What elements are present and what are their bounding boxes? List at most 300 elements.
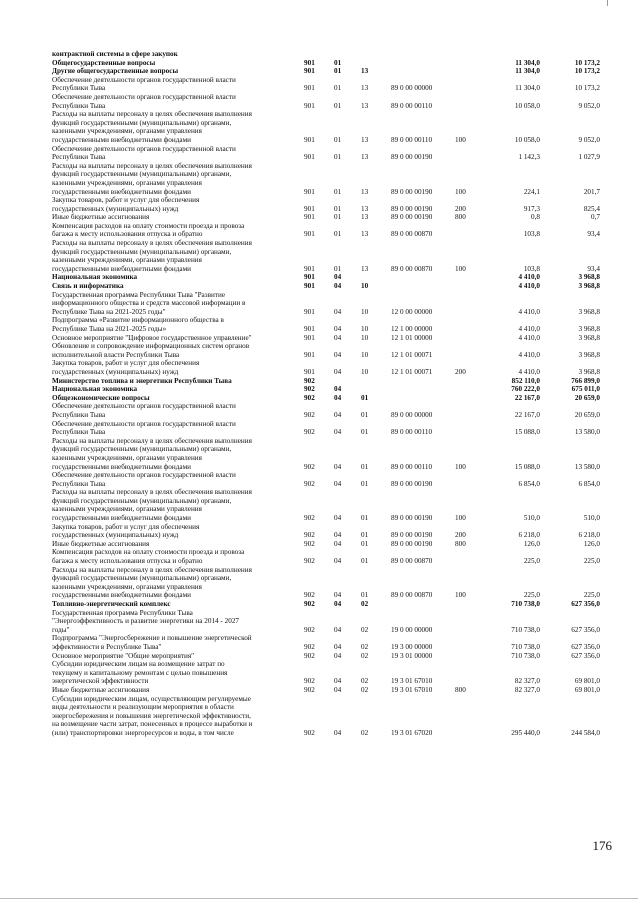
table-row <box>52 377 600 386</box>
row-name <box>52 540 304 549</box>
row-name-line: Республики Тыва <box>52 84 106 93</box>
row-name-line: Закупка товаров, работ и услуг для обеспечения <box>52 196 200 205</box>
cell-csr: 89 0 00 00190 <box>391 213 433 222</box>
row-name-line: Республике Тыва на 2021-2025 годы" <box>52 307 166 316</box>
cell-s1: 11 304,0 <box>515 67 540 76</box>
row-name-line: Общегосударственные вопросы <box>52 58 156 67</box>
cell-podr: 13 <box>361 230 369 239</box>
cell-razd: 04 <box>334 642 342 651</box>
cell-vedom: 902 <box>304 385 315 394</box>
cell-s1: 0,8 <box>531 213 540 222</box>
cell-s2: 225,0 <box>583 557 600 566</box>
cell-podr: 10 <box>361 307 369 316</box>
row-name-line: Обеспечение деятельности органов государственной власти <box>52 471 236 480</box>
cell-s2: 627 356,0 <box>571 625 600 634</box>
row-name <box>52 437 304 471</box>
row-name-line: энергосбережения и повышения энергетической эффективности, <box>52 711 251 720</box>
table-row <box>52 540 600 549</box>
row-name-line: Другие общегосударственные вопросы <box>52 67 179 76</box>
cell-s2: 627 356,0 <box>571 600 600 608</box>
cell-s1: 103,8 <box>523 230 540 239</box>
table-row <box>52 67 600 76</box>
cell-podr: 01 <box>361 410 369 419</box>
cell-razd: 04 <box>334 728 342 737</box>
page-number: 176 <box>592 838 612 853</box>
table-row <box>52 695 600 738</box>
row-name-line: Республики Тыва <box>52 153 106 162</box>
table-row <box>52 660 600 686</box>
cell-podr: 10 <box>361 367 369 376</box>
table-row <box>52 291 600 317</box>
cell-podr: 01 <box>361 479 369 488</box>
cell-vr: 100 <box>455 187 466 196</box>
cell-s1: 510,0 <box>523 514 540 523</box>
cell-podr: 02 <box>361 651 369 660</box>
cell-s2: 675 011,0 <box>571 385 600 394</box>
row-name-line: (или) транспортировки энергоресурсов и воды, в том числе <box>52 728 234 737</box>
cell-podr: 02 <box>361 728 369 737</box>
cell-razd: 04 <box>334 428 342 437</box>
cell-podr: 13 <box>361 84 369 93</box>
cell-csr: 19 3 01 00000 <box>391 651 433 660</box>
row-name-line: казенными учреждениями, органами управления <box>52 453 202 462</box>
cell-vedom: 901 <box>304 333 315 342</box>
cell-s2: 13 580,0 <box>574 428 600 437</box>
table-row <box>52 385 600 394</box>
cell-s1: 4 410,0 <box>518 333 540 342</box>
cell-razd: 04 <box>334 367 342 376</box>
cell-razd: 04 <box>334 462 342 471</box>
cell-s2: 3 968,8 <box>578 367 600 376</box>
cell-s1: 710 738,0 <box>511 600 540 608</box>
cell-vr: 100 <box>455 514 466 523</box>
row-name <box>52 695 304 738</box>
cell-csr: 12 1 00 00000 <box>391 325 433 333</box>
cell-s1: 11 304,0 <box>515 84 540 93</box>
row-name <box>52 50 304 59</box>
cell-vedom: 901 <box>304 325 315 333</box>
table-row <box>52 342 600 359</box>
row-name <box>52 196 304 213</box>
cell-s2: 20 659,0 <box>574 393 600 402</box>
cell-s2: 20 659,0 <box>574 410 600 419</box>
row-name-line: Республики Тыва <box>52 479 106 488</box>
cell-s1: 917,3 <box>523 204 540 213</box>
cell-csr: 89 0 00 00870 <box>391 557 433 566</box>
cell-vedom: 902 <box>304 685 315 694</box>
row-name-line: Республики Тыва <box>52 101 106 110</box>
cell-podr: 13 <box>361 135 369 144</box>
cell-s1: 710 738,0 <box>511 651 540 660</box>
cell-vedom: 902 <box>304 531 315 540</box>
cell-vr: 100 <box>455 135 466 144</box>
row-name-line: Расходы на выплаты персоналу в целях обеспечения выполнения <box>52 110 252 119</box>
cell-vedom: 902 <box>304 539 315 548</box>
row-name <box>52 402 304 419</box>
cell-s2: 69 801,0 <box>574 677 600 686</box>
cell-vedom: 902 <box>304 410 315 419</box>
row-name-line: Расходы на выплаты персоналу в целях обеспечения выполнения <box>52 436 252 445</box>
row-name <box>52 316 304 333</box>
row-name-line: исполнительной власти Республики Тыва <box>52 350 180 359</box>
row-name-line: багажа к месту использования отпуска и обратно <box>52 230 203 239</box>
cell-s1: 4 410,0 <box>518 367 540 376</box>
cell-s1: 103,8 <box>523 264 540 273</box>
row-name <box>52 609 304 635</box>
cell-s1: 10 058,0 <box>514 101 540 110</box>
row-name <box>52 471 304 488</box>
table-row <box>52 273 600 282</box>
row-name <box>52 600 304 609</box>
cell-s2: 510,0 <box>583 514 600 523</box>
cell-vedom: 902 <box>304 514 315 523</box>
cell-podr: 13 <box>361 264 369 273</box>
cell-razd: 01 <box>334 204 342 213</box>
cell-vedom: 902 <box>304 376 315 385</box>
cell-s2: 766 899,0 <box>571 376 600 385</box>
cell-csr: 89 0 00 00110 <box>391 101 433 110</box>
cell-vedom: 902 <box>304 462 315 471</box>
row-name-line: казенными учреждениями, органами управления <box>52 178 202 187</box>
cell-razd: 04 <box>334 557 342 566</box>
cell-s1: 295 440,0 <box>511 728 540 737</box>
table-row <box>52 437 600 471</box>
cell-razd: 04 <box>334 600 342 608</box>
cell-s1: 15 088,0 <box>514 462 540 471</box>
cell-s2: 69 801,0 <box>574 685 600 694</box>
cell-razd: 04 <box>334 651 342 660</box>
cell-s2: 10 173,2 <box>574 58 600 67</box>
row-name-line: Обеспечение деятельности органов государственной власти <box>52 75 236 84</box>
cell-csr: 19 3 01 67020 <box>391 728 433 737</box>
cell-vedom: 901 <box>304 204 315 213</box>
table-row <box>52 420 600 437</box>
cell-csr: 89 0 00 00190 <box>391 153 433 162</box>
cell-razd: 04 <box>334 325 342 333</box>
cell-csr: 12 1 01 00071 <box>391 367 433 376</box>
cell-vr: 200 <box>455 531 466 540</box>
row-name-line: Расходы на выплаты персоналу в целях обеспечения выполнения <box>52 239 252 248</box>
cell-vr: 800 <box>455 685 466 694</box>
cell-razd: 04 <box>334 282 342 291</box>
table-row <box>52 394 600 403</box>
row-name <box>52 222 304 239</box>
row-name-line: Компенсация расходов на оплату стоимости проезда и провоза <box>52 548 245 557</box>
row-name-line: Подпрограмма «Развитие информационного общества в <box>52 316 224 325</box>
row-name <box>52 76 304 93</box>
cell-vr: 200 <box>455 204 466 213</box>
row-name-line: функций государственными (муниципальными) органами, <box>52 496 232 505</box>
cell-vedom: 901 <box>304 58 315 67</box>
row-name <box>52 394 304 403</box>
cell-csr: 12 1 01 00000 <box>391 333 433 342</box>
row-name <box>52 420 304 437</box>
cell-s2: 244 584,0 <box>571 728 600 737</box>
cell-csr: 89 0 00 00190 <box>391 514 433 523</box>
row-name-line: государственных (муниципальных) нужд <box>52 367 179 376</box>
cell-vedom: 902 <box>304 728 315 737</box>
row-name <box>52 273 304 282</box>
row-name <box>52 282 304 291</box>
cell-s2: 93,4 <box>587 230 600 239</box>
cell-razd: 04 <box>334 677 342 686</box>
table-row <box>52 110 600 144</box>
cell-s2: 6 854,0 <box>578 479 600 488</box>
row-name-line: Субсидии юридическим лицам, осуществляющим регулируемые <box>52 694 251 703</box>
row-name-line: казенными учреждениями, органами управления <box>52 256 202 265</box>
row-name <box>52 162 304 196</box>
cell-csr: 19 0 00 00000 <box>391 625 433 634</box>
cell-s2: 13 580,0 <box>574 462 600 471</box>
cell-csr: 19 3 01 67010 <box>391 677 433 686</box>
cell-s2: 3 968,8 <box>578 273 600 282</box>
row-name <box>52 145 304 162</box>
row-name-line: Министерство топлива и энергетики Республики Тыва <box>52 376 232 385</box>
row-name-line: текущему и капитальному ремонтам с целью повышения <box>52 668 228 677</box>
row-name-line: государственными внебюджетными фондами <box>52 264 191 273</box>
cell-podr: 13 <box>361 67 369 76</box>
table-row <box>52 566 600 600</box>
cell-vedom: 901 <box>304 230 315 239</box>
cell-vedom: 901 <box>304 213 315 222</box>
row-name-line: государственными внебюджетными фондами <box>52 514 191 523</box>
cell-razd: 04 <box>334 591 342 600</box>
cell-s1: 4 410,0 <box>518 350 540 359</box>
cell-s1: 82 327,0 <box>514 677 540 686</box>
cell-s1: 225,0 <box>523 557 540 566</box>
row-name <box>52 239 304 273</box>
cell-vedom: 901 <box>304 153 315 162</box>
cell-vedom: 901 <box>304 67 315 76</box>
cell-podr: 10 <box>361 333 369 342</box>
row-name-line: функций государственными (муниципальными) органами, <box>52 118 232 127</box>
cell-s1: 11 304,0 <box>515 58 540 67</box>
cell-s2: 201,7 <box>583 187 600 196</box>
cell-csr: 89 0 00 00000 <box>391 84 433 93</box>
table-row <box>52 316 600 333</box>
cell-razd: 04 <box>334 625 342 634</box>
row-name-line: Национальная экономика <box>52 385 138 394</box>
cell-s1: 710 738,0 <box>511 625 540 634</box>
table-row <box>52 548 600 565</box>
cell-csr: 89 0 00 00870 <box>391 591 433 600</box>
cell-podr: 13 <box>361 101 369 110</box>
cell-razd: 04 <box>334 479 342 488</box>
cell-vedom: 902 <box>304 677 315 686</box>
row-name <box>52 93 304 110</box>
row-name-line: виды деятельности и реализующим мероприятия в области <box>52 703 234 712</box>
row-name-line: Расходы на выплаты персоналу в целях обеспечения выполнения <box>52 565 252 574</box>
cell-csr: 89 0 00 00000 <box>391 410 433 419</box>
cell-razd: 04 <box>334 685 342 694</box>
cell-s2: 9 052,0 <box>578 101 600 110</box>
cell-s1: 4 410,0 <box>518 282 540 291</box>
row-name-line: Основное мероприятие "Цифровое государственное управление" <box>52 333 252 342</box>
row-name-line: государственными внебюджетными фондами <box>52 187 191 196</box>
row-name <box>52 110 304 144</box>
cell-s1: 126,0 <box>523 539 540 548</box>
row-name-line: Иные бюджетные ассигнования <box>52 539 150 548</box>
row-name-line: государственными внебюджетными фондами <box>52 591 191 600</box>
cell-s1: 6 854,0 <box>518 479 540 488</box>
table-row <box>52 334 600 343</box>
cell-s2: 6 218,0 <box>578 531 600 540</box>
cell-razd: 04 <box>334 410 342 419</box>
table-row <box>52 634 600 651</box>
cell-s1: 22 167,0 <box>514 410 540 419</box>
row-name-line: годы" <box>52 625 70 634</box>
row-name-line: Связь и информатика <box>52 282 124 291</box>
row-name-line: информационного общества и средств массовой информации в <box>52 299 246 308</box>
cell-podr: 10 <box>361 282 369 291</box>
row-name-line: Республике Тыва на 2021-2025 годы» <box>52 325 167 333</box>
cell-csr: 12 0 00 00000 <box>391 307 433 316</box>
cell-s1: 4 410,0 <box>518 325 540 333</box>
cell-vr: 100 <box>455 264 466 273</box>
row-name-line: Обеспечение деятельности органов государственной власти <box>52 144 236 153</box>
row-name-line: Закупка товаров, работ и услуг для обеспечения <box>52 359 200 368</box>
cell-razd: 01 <box>334 58 342 67</box>
cell-s2: 225,0 <box>583 591 600 600</box>
cell-s1: 22 167,0 <box>514 393 540 402</box>
row-name-line: Обновление и сопровождение информационных систем органов <box>52 342 250 351</box>
row-name-line: государственными внебюджетными фондами <box>52 135 191 144</box>
row-name-line: Обеспечение деятельности органов государственной власти <box>52 402 236 411</box>
row-name-line: Обеспечение деятельности органов государственной власти <box>52 92 236 101</box>
cell-csr: 19 3 00 00000 <box>391 642 433 651</box>
row-name-line: Государственная программа Республики Тыва "Развитие <box>52 290 226 299</box>
row-name <box>52 67 304 76</box>
row-name <box>52 548 304 565</box>
row-name <box>52 377 304 386</box>
row-name-line: государственных (муниципальных) нужд <box>52 204 179 213</box>
table-row <box>52 523 600 540</box>
cell-s2: 10 173,2 <box>574 67 600 76</box>
cell-podr: 13 <box>361 204 369 213</box>
cell-podr: 02 <box>361 685 369 694</box>
cell-vedom: 902 <box>304 651 315 660</box>
row-name <box>52 488 304 522</box>
cell-razd: 04 <box>334 385 342 394</box>
cell-podr: 01 <box>361 462 369 471</box>
cell-s1: 15 088,0 <box>514 428 540 437</box>
table-row <box>52 222 600 239</box>
cell-s2: 3 968,8 <box>578 282 600 291</box>
row-name-line: багажа к месту использования отпуска и обратно <box>52 557 203 566</box>
cell-s2: 0,7 <box>591 213 600 222</box>
cell-razd: 04 <box>334 273 342 282</box>
cell-razd: 01 <box>334 84 342 93</box>
cell-razd: 01 <box>334 135 342 144</box>
cell-vedom: 902 <box>304 642 315 651</box>
cell-razd: 01 <box>334 67 342 76</box>
cell-csr: 89 0 00 00110 <box>391 462 433 471</box>
cell-podr: 01 <box>361 557 369 566</box>
row-name <box>52 660 304 686</box>
row-name-line: Общеэкономические вопросы <box>52 393 150 402</box>
cell-s1: 6 218,0 <box>518 531 540 540</box>
cell-s1: 1 142,3 <box>518 153 540 162</box>
cell-s1: 4 410,0 <box>518 273 540 282</box>
table-row <box>52 76 600 93</box>
cell-podr: 02 <box>361 625 369 634</box>
cell-podr: 13 <box>361 153 369 162</box>
cell-csr: 19 3 01 67010 <box>391 685 433 694</box>
table-row <box>52 402 600 419</box>
cell-vedom: 902 <box>304 625 315 634</box>
row-name-line: государственными внебюджетными фондами <box>52 462 191 471</box>
row-name <box>52 634 304 651</box>
cell-podr: 13 <box>361 187 369 196</box>
row-name-line: функций государственными (муниципальными) органами, <box>52 170 232 179</box>
table-row <box>52 282 600 291</box>
cell-podr: 13 <box>361 213 369 222</box>
cell-s1: 224,1 <box>523 187 540 196</box>
cell-podr: 10 <box>361 325 369 333</box>
cell-podr: 10 <box>361 350 369 359</box>
cell-vedom: 901 <box>304 101 315 110</box>
cell-s2: 126,0 <box>583 539 600 548</box>
row-name <box>52 334 304 343</box>
row-name <box>52 523 304 540</box>
cell-s1: 10 058,0 <box>514 135 540 144</box>
cell-vedom: 901 <box>304 307 315 316</box>
cell-razd: 04 <box>334 531 342 540</box>
cell-podr: 01 <box>361 531 369 540</box>
row-name-line: эффективности в Республике Тыва" <box>52 642 162 651</box>
row-name-line: "Энергоэффективность и развитие энергетики на 2014 - 2027 <box>52 617 240 626</box>
row-name <box>52 566 304 600</box>
cell-vedom: 902 <box>304 591 315 600</box>
table-row <box>52 50 600 59</box>
cell-csr: 89 0 00 00870 <box>391 230 433 239</box>
table-row <box>52 686 600 695</box>
row-name <box>52 342 304 359</box>
row-name-line: на возмещение части затрат, понесенных в процессе выработки и <box>52 720 253 729</box>
row-name-line: Иные бюджетные ассигнования <box>52 213 150 222</box>
row-name-line: казенными учреждениями, органами управления <box>52 505 202 514</box>
cell-s2: 3 968,8 <box>578 307 600 316</box>
row-name-line: казенными учреждениями, органами управления <box>52 127 202 136</box>
row-name <box>52 385 304 394</box>
cell-vedom: 901 <box>304 273 315 282</box>
cell-s2: 10 173,2 <box>574 84 600 93</box>
row-name-line: Расходы на выплаты персоналу в целях обеспечения выполнения <box>52 488 252 497</box>
cell-s1: 4 410,0 <box>518 307 540 316</box>
cell-s2: 825,4 <box>583 204 600 213</box>
cell-csr: 89 0 00 00110 <box>391 135 433 144</box>
cell-vr: 800 <box>455 539 466 548</box>
row-name <box>52 686 304 695</box>
row-name-line: Республики Тыва <box>52 410 106 419</box>
row-name <box>52 59 304 68</box>
cell-s2: 93,4 <box>587 264 600 273</box>
cell-podr: 02 <box>361 677 369 686</box>
cell-razd: 04 <box>334 350 342 359</box>
row-name <box>52 359 304 376</box>
row-name-line: государственных (муниципальных) нужд <box>52 531 179 540</box>
cell-razd: 04 <box>334 307 342 316</box>
cell-s2: 3 968,8 <box>578 325 600 333</box>
row-name-line: Обеспечение деятельности органов государственной власти <box>52 419 236 428</box>
cell-vedom: 902 <box>304 557 315 566</box>
cell-vr: 800 <box>455 213 466 222</box>
row-name-line: Топливно-энергетический комплекс <box>52 600 171 608</box>
cell-vedom: 901 <box>304 84 315 93</box>
cell-csr: 89 0 00 00190 <box>391 531 433 540</box>
row-name-line: энергетической эффективности <box>52 677 149 686</box>
cell-s2: 9 052,0 <box>578 135 600 144</box>
